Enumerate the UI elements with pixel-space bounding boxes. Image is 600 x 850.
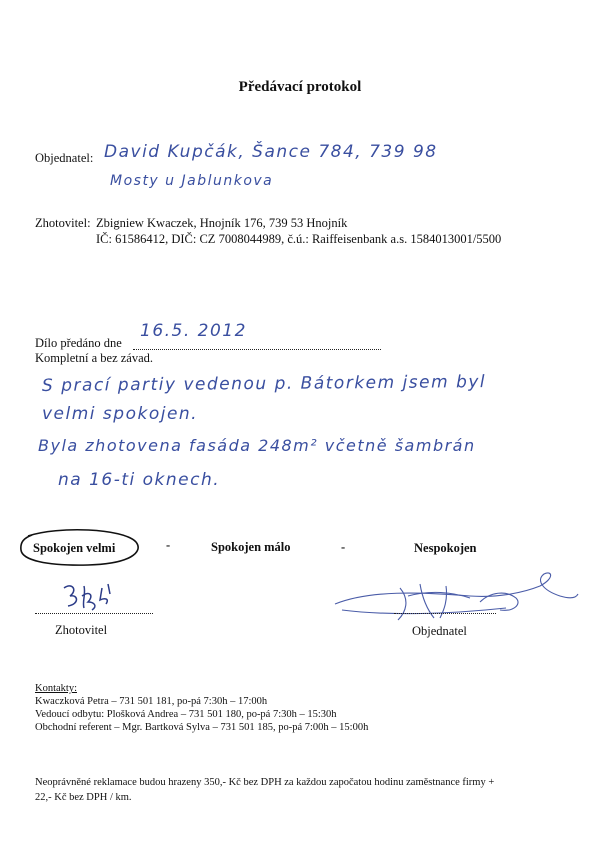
contact-line-2: Vedoucí odbytu: Plošková Andrea – 731 501 180, po-pá 7:30h – 15:30h: [35, 709, 337, 720]
selection-circle: [18, 528, 142, 568]
date-dotted-line: [133, 349, 381, 350]
zhotovitel-signature: [58, 580, 128, 616]
comment-line-1: S prací partiy vedenou p. Bátorkem jsem byl: [41, 372, 487, 396]
complete-statement: Kompletní a bez závad.: [35, 351, 154, 365]
dilo-label: Dílo předáno dne: [35, 336, 122, 350]
footer-note-line-1: Neoprávněné reklamace budou hrazeny 350,- Kč bez DPH za každou započatou hodinu zaměstnance firmy +: [35, 777, 495, 788]
objednatel-signature-line: [394, 613, 496, 614]
rating-option-very-satisfied: Spokojen velmi: [33, 541, 116, 555]
rating-option-dissatisfied: Nespokojen: [414, 541, 477, 555]
comment-line-3: Byla zhotovena fasáda 248m² včetně šambrán: [38, 436, 476, 455]
zhotovitel-signature-line: [35, 613, 153, 614]
objednatel-handwritten-line1: David Kupčák, Šance 784, 739 98: [104, 142, 438, 162]
contacts-heading: Kontakty:: [35, 683, 77, 694]
footer-note-line-2: 22,- Kč bez DPH / km.: [35, 792, 132, 803]
zhotovitel-ids: IČ: 61586412, DIČ: CZ 7008044989, č.ú.: Raiffeisenbank a.s. 1584013001/5500: [96, 232, 502, 246]
contact-line-3: Obchodní referent – Mgr. Bartková Sylva – 731 501 185, po-pá 7:00h – 15:00h: [35, 722, 369, 733]
page-title: Předávací protokol: [238, 79, 362, 95]
objednatel-signature-label: Objednatel: [412, 624, 467, 638]
comment-line-2: velmi spokojen.: [42, 404, 199, 424]
handover-date-handwritten: 16.5. 2012: [140, 321, 247, 341]
rating-separator-1: -: [166, 538, 171, 552]
zhotovitel-address: Zbigniew Kwaczek, Hnojník 176, 739 53 Hnojník: [96, 216, 348, 230]
objednatel-label: Objednatel:: [35, 151, 94, 165]
contact-line-1: Kwaczková Petra – 731 501 181, po-pá 7:30h – 17:00h: [35, 696, 268, 707]
zhotovitel-label: Zhotovitel:: [35, 216, 91, 230]
objednatel-handwritten-line2: Mosty u Jablunkova: [110, 173, 274, 189]
rating-option-slightly-satisfied: Spokojen málo: [211, 540, 291, 554]
zhotovitel-signature-label: Zhotovitel: [55, 623, 108, 637]
rating-separator-2: -: [341, 540, 346, 554]
comment-line-4: na 16-ti oknech.: [58, 470, 221, 490]
